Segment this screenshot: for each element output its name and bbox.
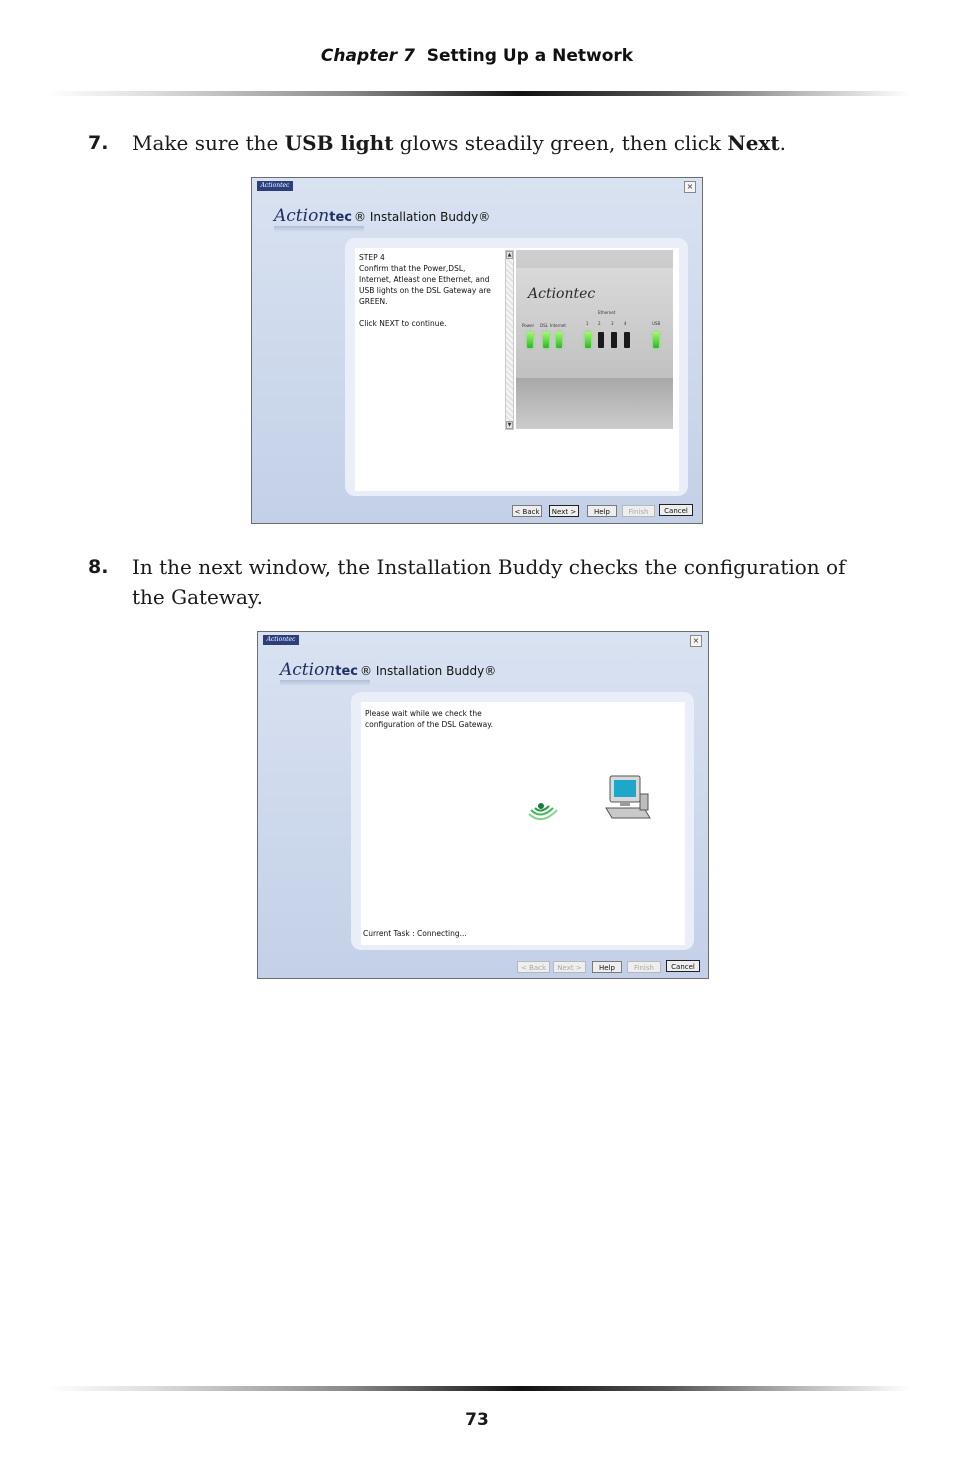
wait-message: Please wait while we check the configuration of the DSL Gateway.	[365, 709, 493, 729]
finish-button[interactable]: Finish	[622, 505, 655, 517]
product-name: ® Installation Buddy®	[354, 210, 491, 224]
cancel-button[interactable]: Cancel	[659, 504, 693, 516]
brand-heading: Actiontec ® Installation Buddy®	[274, 206, 491, 226]
content-area	[355, 248, 679, 491]
page-number: 73	[465, 1410, 489, 1430]
wireless-signal-icon	[527, 794, 561, 824]
scroll-down-arrow-icon[interactable]: ▼	[507, 422, 512, 428]
content-panel	[345, 238, 688, 496]
current-task-status: Current Task : Connecting...	[363, 929, 467, 938]
step-number: 8.	[88, 556, 109, 578]
ethernet-3-led	[611, 332, 617, 348]
content-area	[361, 702, 685, 945]
chapter-title: Setting Up a Network	[426, 46, 634, 66]
usb-led	[653, 332, 659, 348]
installation-buddy-window-checking	[257, 631, 709, 979]
next-button[interactable]: Next >	[549, 505, 579, 517]
product-name: ® Installation Buddy®	[360, 664, 497, 678]
ethernet-2-led	[598, 332, 604, 348]
actiontec-logo: Action	[274, 206, 330, 226]
chapter-label: Chapter 7	[320, 46, 415, 66]
logo-reflection	[280, 680, 370, 686]
content-panel	[351, 692, 694, 950]
title-bar	[258, 632, 708, 650]
back-button[interactable]: < Back	[512, 505, 542, 517]
close-icon[interactable]: ×	[690, 635, 702, 647]
actiontec-logo: Action	[280, 660, 336, 680]
step-text: In the next window, the Installation Buddy checks the configuration of the Gateway.	[132, 555, 846, 609]
step-text: Make sure the USB light glows steadily green, then click Next.	[132, 131, 786, 155]
cancel-button[interactable]: Cancel	[666, 960, 700, 972]
step-7	[88, 128, 848, 158]
power-led	[527, 332, 533, 348]
help-button[interactable]: Help	[587, 505, 617, 517]
brand-heading: Actiontec ® Installation Buddy®	[280, 660, 497, 680]
scroll-up-arrow-icon[interactable]: ▲	[507, 252, 512, 258]
dsl-led	[543, 332, 549, 348]
close-icon[interactable]: ×	[684, 181, 696, 193]
ethernet-1-led	[585, 332, 591, 348]
back-button[interactable]: < Back	[517, 961, 550, 973]
title-bar	[252, 178, 702, 196]
footer-rule	[46, 1386, 910, 1391]
gateway-photo: Actiontec Ethernet Power DSL Internet 1 2 3 4 USB	[516, 250, 673, 429]
running-header	[0, 46, 954, 66]
internet-led	[556, 332, 562, 348]
step-instructions: STEP 4 Confirm that the Power,DSL, Internet, Atleast one Ethernet, and USB lights on the DSL Gateway are GREEN. Click NEXT to continue.	[359, 253, 491, 328]
installation-buddy-window-step4	[251, 177, 703, 524]
finish-button[interactable]: Finish	[627, 961, 661, 973]
computer-icon	[604, 774, 652, 824]
next-button[interactable]: Next >	[553, 961, 586, 973]
actiontec-mini-logo: Actiontec	[263, 635, 299, 645]
device-logo: Actiontec	[528, 286, 596, 302]
help-button[interactable]: Help	[592, 961, 622, 973]
step-8	[88, 552, 848, 612]
step-number: 7.	[88, 132, 109, 154]
actiontec-mini-logo: Actiontec	[257, 181, 293, 191]
ethernet-4-led	[624, 332, 630, 348]
header-rule	[46, 91, 910, 96]
logo-reflection	[274, 226, 364, 232]
scrollbar[interactable]	[505, 250, 514, 430]
